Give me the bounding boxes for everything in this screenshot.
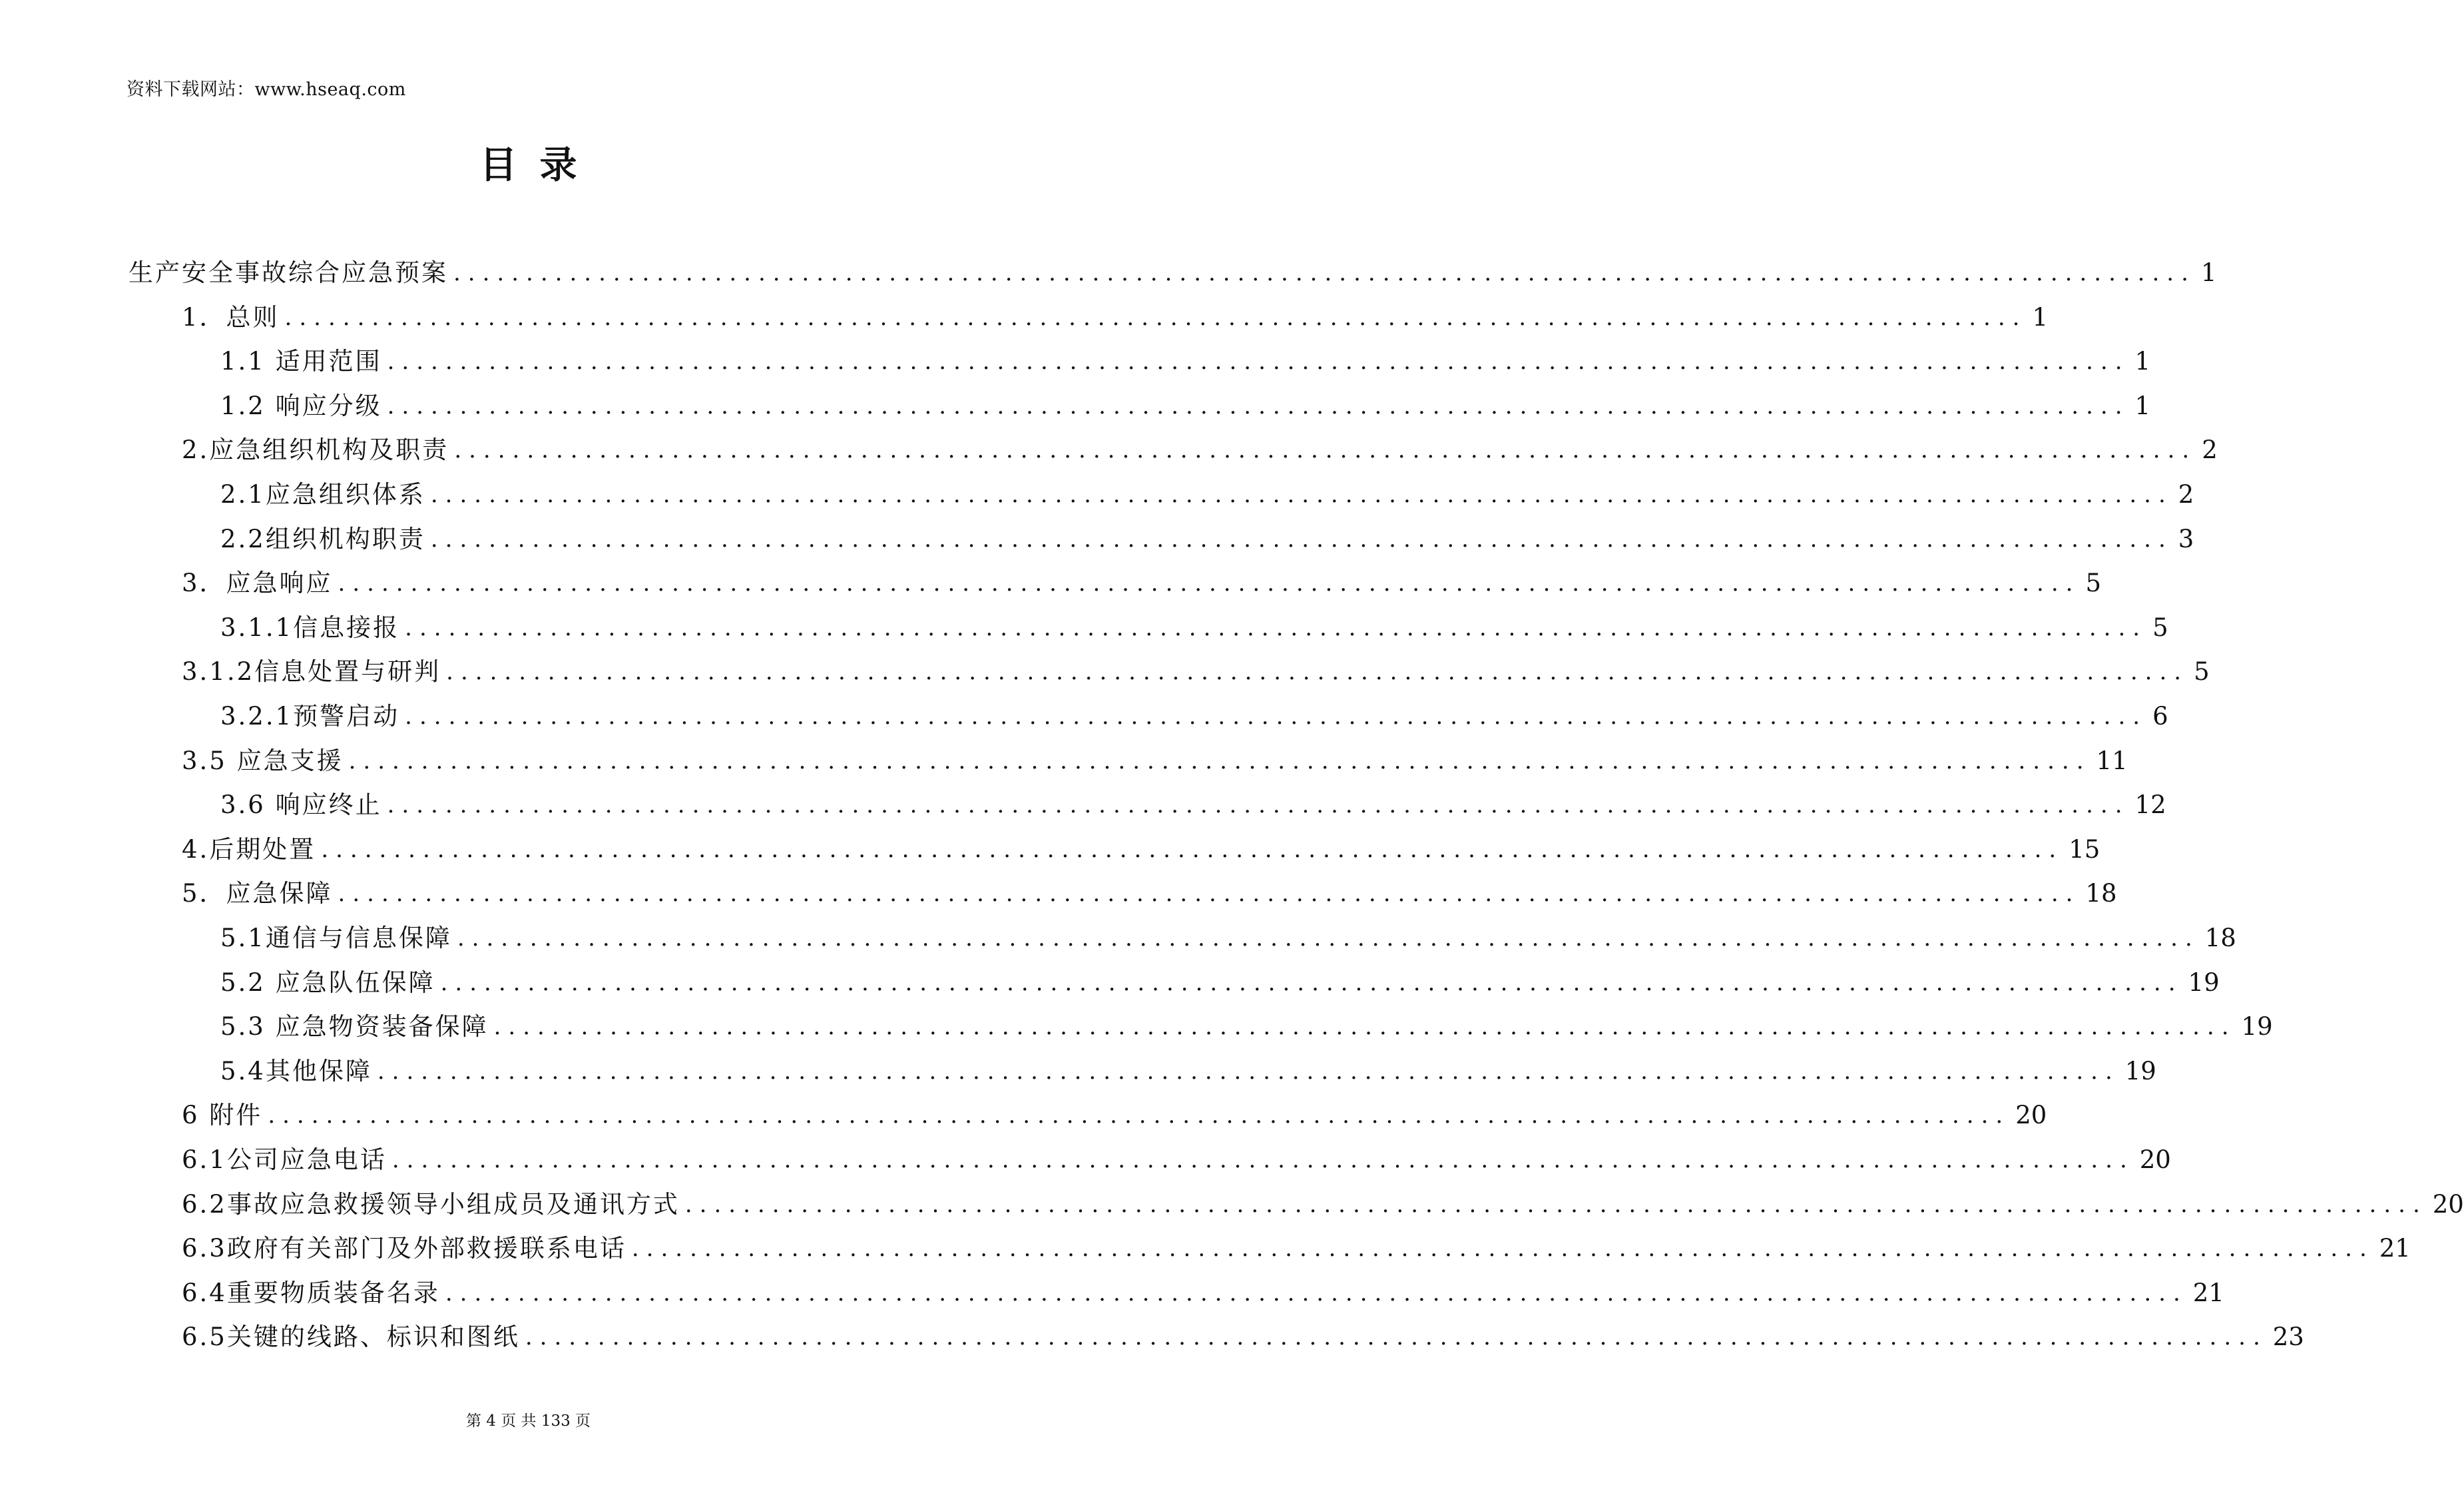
toc-entry-label: 6.2事故应急救援领导小组成员及通讯方式 — [182, 1189, 680, 1219]
toc-dot-leader: ........................................................................................................................ — [445, 1279, 2188, 1307]
toc-entry[interactable] — [182, 1186, 2464, 1223]
toc-entry-label: 6.3政府有关部门及外部救援联系电话 — [182, 1234, 626, 1263]
toc-dot-leader: ........................................................................................................................ — [493, 1014, 2236, 1041]
toc-dot-leader: ........................................................................................................................ — [338, 880, 2081, 908]
toc-entry-page: 1 — [2032, 302, 2049, 332]
toc-entry-page: 20 — [2432, 1189, 2464, 1219]
toc-entry[interactable] — [220, 698, 2168, 735]
toc-entry-page: 21 — [2192, 1278, 2224, 1307]
toc-entry[interactable] — [220, 609, 2168, 647]
toc-entry-page: 1 — [2200, 258, 2217, 287]
toc-entry-page: 19 — [2241, 1012, 2273, 1042]
toc-entry[interactable] — [220, 388, 2151, 425]
toc-entry-label: 5.4其他保障 — [220, 1056, 372, 1085]
toc-dot-leader: ........................................................................................................................ — [405, 703, 2148, 730]
toc-entry-label: 6.5关键的线路、标识和图纸 — [182, 1323, 520, 1352]
toc-entry-label: 6.4重要物质装备名录 — [182, 1278, 440, 1307]
toc-entry-page: 1 — [2134, 347, 2151, 376]
toc-entry-label: 3.1.1信息接报 — [220, 613, 400, 642]
toc-entry[interactable] — [182, 1275, 2224, 1312]
toc-entry[interactable] — [182, 1319, 2304, 1356]
toc-title: 目录 — [479, 143, 600, 187]
toc-entry[interactable] — [220, 1008, 2273, 1046]
toc-dot-leader: ........................................................................................................................ — [387, 392, 2130, 420]
toc-dot-leader: ........................................................................................................................ — [453, 260, 2196, 286]
toc-entry-label: 3．应急响应 — [182, 569, 333, 598]
toc-dot-leader: ........................................................................................................................ — [430, 525, 2173, 553]
toc-entry-page: 5 — [2194, 657, 2210, 687]
toc-entry[interactable] — [182, 1141, 2171, 1179]
toc-dot-leader: ........................................................................................................................ — [454, 437, 2197, 464]
toc-entry-label: 3.1.2信息处置与研判 — [182, 657, 441, 687]
toc-dot-leader: ........................................................................................................................ — [446, 659, 2189, 686]
toc-dot-leader: ........................................................................................................................ — [321, 836, 2064, 863]
toc-entry-label: 3.2.1预警启动 — [220, 702, 400, 731]
toc-entry[interactable] — [182, 875, 2117, 912]
toc-entry-page: 20 — [2139, 1145, 2171, 1174]
toc-dot-leader: ........................................................................................................................ — [348, 747, 2091, 774]
toc-entry-page: 2 — [2178, 480, 2194, 509]
toc-entry[interactable] — [128, 254, 2217, 292]
toc-entry-page: 21 — [2379, 1234, 2411, 1263]
toc-entry-page: 5 — [2152, 613, 2168, 642]
toc-entry[interactable] — [220, 343, 2151, 380]
toc-entry-label: 1．总则 — [182, 302, 280, 332]
toc-entry-page: 19 — [2188, 968, 2220, 997]
toc-dot-leader: ........................................................................................................................ — [387, 792, 2130, 819]
toc-dot-leader: ........................................................................................................................ — [525, 1324, 2268, 1351]
toc-entry[interactable] — [220, 920, 2236, 957]
toc-entry[interactable] — [182, 831, 2100, 868]
toc-entry-page: 15 — [2069, 834, 2100, 864]
toc-entry[interactable] — [220, 476, 2194, 513]
toc-entry[interactable] — [220, 1053, 2156, 1090]
toc-entry[interactable] — [182, 653, 2210, 691]
toc-entry-label: 3.5 应急支援 — [182, 746, 344, 775]
toc-entry[interactable] — [182, 565, 2102, 602]
toc-entry[interactable] — [182, 743, 2128, 780]
toc-entry-label: 6.1公司应急电话 — [182, 1145, 387, 1174]
toc-entry-page: 23 — [2272, 1323, 2304, 1352]
toc-entry[interactable] — [182, 1097, 2047, 1134]
toc-entry-label: 3.6 响应终止 — [220, 790, 382, 820]
toc-entry[interactable] — [220, 964, 2220, 1002]
toc-entry-page: 5 — [2085, 569, 2102, 598]
site-header: 资料下载网站：www.hseaq.com — [126, 79, 406, 100]
toc-entry-page: 2 — [2202, 436, 2218, 465]
toc-dot-leader: ........................................................................................................................ — [440, 969, 2183, 996]
toc-entry-label: 5.2 应急队伍保障 — [220, 968, 435, 997]
toc-dot-leader: ........................................................................................................................ — [684, 1191, 2427, 1218]
toc-entry-label: 2.应急组织机构及职责 — [182, 436, 449, 465]
toc-entry-label: 1.1 适用范围 — [220, 347, 382, 376]
toc-dot-leader: ........................................................................................................................ — [457, 925, 2200, 952]
toc-dot-leader: ........................................................................................................................ — [387, 348, 2130, 376]
toc-entry-label: 2.2组织机构职责 — [220, 524, 425, 553]
toc-entry[interactable] — [220, 786, 2166, 824]
toc-dot-leader: ........................................................................................................................ — [268, 1102, 2011, 1129]
page-number-footer: 第 4 页 共 133 页 — [465, 1412, 591, 1430]
toc-entry-page: 6 — [2152, 702, 2168, 731]
toc-entry[interactable] — [182, 1230, 2411, 1267]
toc-entry-label: 5.1通信与信息保障 — [220, 924, 452, 952]
toc-dot-leader: ........................................................................................................................ — [405, 614, 2148, 641]
toc-entry-page: 18 — [2204, 924, 2236, 952]
toc-dot-leader: ........................................................................................................................ — [284, 304, 2027, 331]
toc-dot-leader: ........................................................................................................................ — [430, 481, 2173, 508]
toc-dot-leader: ........................................................................................................................ — [631, 1235, 2374, 1263]
toc-entry-label: 4.后期处置 — [182, 834, 316, 864]
toc-entry-page: 19 — [2124, 1056, 2156, 1085]
toc-entry-page: 20 — [2015, 1101, 2047, 1130]
toc-dot-leader: ........................................................................................................................ — [377, 1057, 2120, 1085]
toc-entry-label: 5.3 应急物资装备保障 — [220, 1012, 489, 1042]
toc-dot-leader: ........................................................................................................................ — [338, 570, 2081, 597]
toc-entry-page: 18 — [2085, 879, 2117, 908]
toc-entry-label: 5．应急保障 — [182, 879, 333, 908]
toc-entry-label: 生产安全事故综合应急预案 — [128, 258, 448, 287]
toc-entry[interactable] — [182, 432, 2218, 469]
toc-entry[interactable] — [220, 521, 2194, 558]
toc-entry-label: 2.1应急组织体系 — [220, 480, 425, 509]
toc-entry-page: 11 — [2096, 746, 2128, 775]
toc-entry-page: 3 — [2178, 524, 2194, 553]
toc-entry-page: 12 — [2134, 790, 2166, 820]
toc-entry-label: 1.2 响应分级 — [220, 391, 382, 420]
toc-entry-page: 1 — [2134, 391, 2151, 420]
toc-entry[interactable] — [182, 299, 2049, 336]
toc-dot-leader: ........................................................................................................................ — [391, 1147, 2134, 1173]
toc-entry-label: 6 附件 — [182, 1101, 263, 1130]
